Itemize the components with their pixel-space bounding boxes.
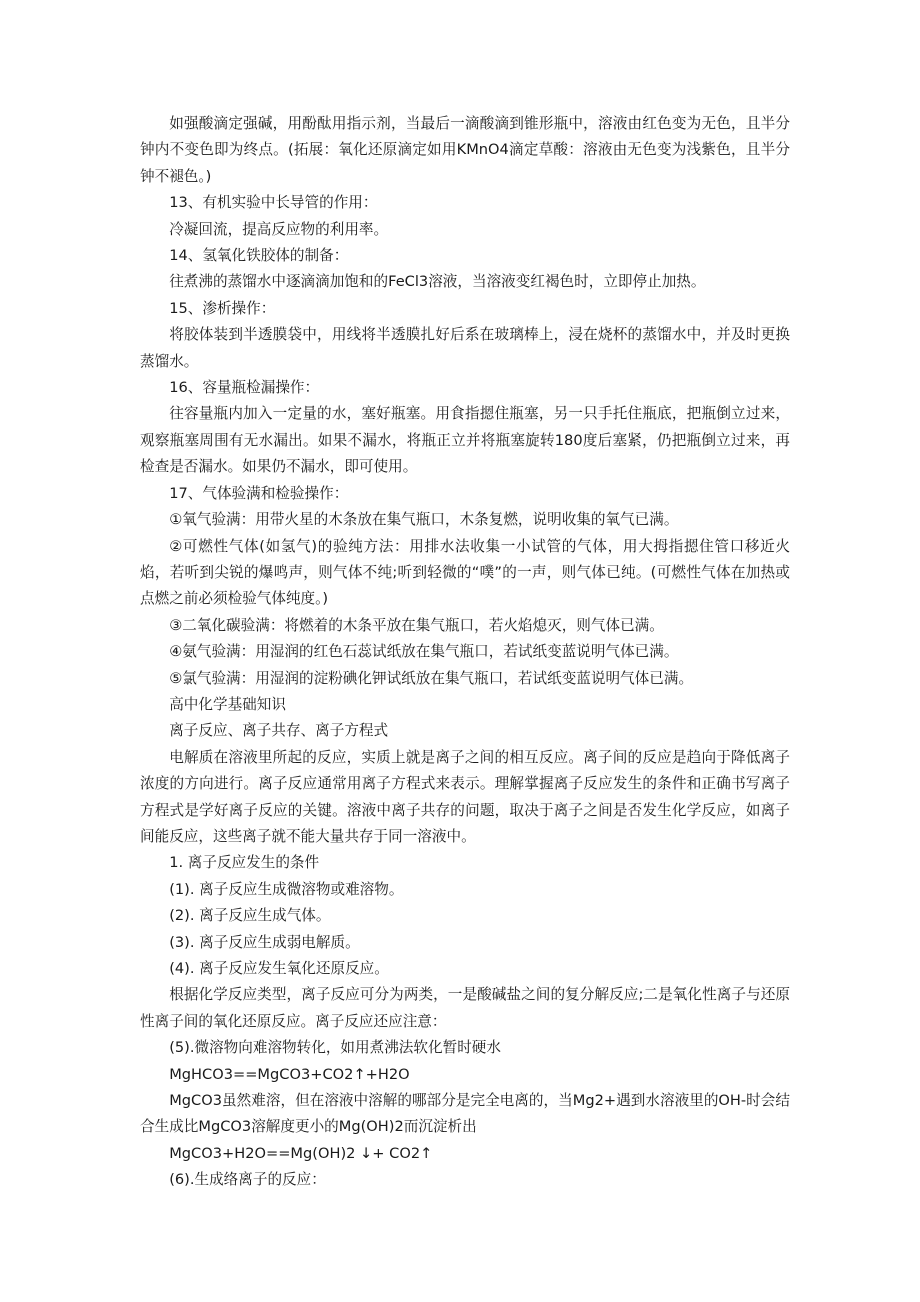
paragraph: ①氧气验满：用带火星的木条放在集气瓶口，木条复燃，说明收集的氧气已满。 (169, 511, 679, 529)
paragraph: (1). 离子反应生成微溶物或难溶物。 (169, 880, 404, 898)
paragraph: 根据化学反应类型，离子反应可分为两类，一是酸碱盐之间的复分解反应;二是氧化性离子与还原性离子间的氧化还原反应。离子反应还应注意： (140, 986, 790, 1030)
paragraph: 如强酸滴定强碱，用酚酞用指示剂，当最后一滴酸滴到锥形瓶中，溶液由红色变为无色，且半分钟内不变色即为终点。(拓展：氧化还原滴定如用KMnO4滴定草酸：溶液由无色变为浅紫色，且半分钟不褪色。) (140, 115, 790, 185)
paragraph: 冷凝回流，提高反应物的利用率。 (169, 220, 389, 238)
paragraph: (3). 离子反应生成弱电解质。 (169, 933, 360, 951)
paragraph: 17、气体验满和检验操作： (169, 484, 349, 502)
paragraph: 16、容量瓶检漏操作： (169, 379, 320, 397)
paragraph: ⑤氯气验满：用湿润的淀粉碘化钾试纸放在集气瓶口，若试纸变蓝说明气体已满。 (169, 669, 694, 687)
paragraph: 1. 离子反应发生的条件 (169, 854, 320, 872)
paragraph: MgHCO3==MgCO3+CO2↑+H2O (169, 1065, 410, 1083)
paragraph: 往煮沸的蒸馏水中逐滴滴加饱和的FeCl3溶液，当溶液变红褐色时，立即停止加热。 (169, 273, 706, 291)
paragraph: 13、有机实验中长导管的作用： (169, 194, 378, 212)
paragraph: (2). 离子反应生成气体。 (169, 907, 331, 925)
paragraph: 将胶体装到半透膜袋中，用线将半透膜扎好后系在玻璃棒上，浸在烧杯的蒸馏水中，并及时更换蒸馏水。 (140, 326, 790, 370)
paragraph: 离子反应、离子共存、离子方程式 (169, 722, 389, 740)
paragraph: 15、渗析操作： (169, 299, 276, 317)
paragraph: (6).生成络离子的反应： (169, 1171, 326, 1189)
paragraph: MgCO3虽然难溶，但在溶液中溶解的哪部分是完全电离的，当Mg2+遇到水溶液里的OH-时会结合生成比MgCO3溶解度更小的Mg(OH)2而沉淀析出 (140, 1092, 790, 1136)
paragraph: (5).微溶物向难溶物转化，如用煮沸法软化暂时硬水 (169, 1039, 501, 1057)
paragraph: ②可燃性气体(如氢气)的验纯方法：用排水法收集一小试管的气体，用大拇指摁住管口移近火焰，若听到尖锐的爆鸣声，则气体不纯;听到轻微的“噗”的一声，则气体已纯。(可燃性气体在加热或点燃之前必须检验气体纯度。) (140, 537, 790, 608)
paragraph: ③二氧化碳验满：将燃着的木条平放在集气瓶口，若火焰熄灭，则气体已满。 (169, 616, 664, 634)
paragraph: 往容量瓶内加入一定量的水，塞好瓶塞。用食指摁住瓶塞，另一只手托住瓶底，把瓶倒立过来，观察瓶塞周围有无水漏出。如果不漏水，将瓶正立并将瓶塞旋转180度后塞紧，仍把瓶倒立过来，再检查是否漏水。如果仍不漏水，即可使用。 (140, 405, 790, 476)
paragraph: MgCO3+H2O==Mg(OH)2 ↓+ CO2↑ (169, 1144, 433, 1162)
paragraph: 高中化学基础知识 (169, 695, 286, 713)
document-body (140, 111, 790, 1194)
paragraph: 电解质在溶液里所起的反应，实质上就是离子之间的相互反应。离子间的反应是趋向于降低离子浓度的方向进行。离子反应通常用离子方程式来表示。理解掌握离子反应发生的条件和正确书写离子方程式是学好离子反应的关键。溶液中离子共存的问题，取决于离子之间是否发生化学反应，如离子间能反应，这些离子就不能大量共存于同一溶液中。 (140, 748, 790, 845)
paragraph: 14、氢氧化铁胶体的制备： (169, 247, 349, 265)
paragraph: ④氨气验满：用湿润的红色石蕊试纸放在集气瓶口，若试纸变蓝说明气体已满。 (169, 643, 679, 661)
paragraph: (4). 离子反应发生氧化还原反应。 (169, 960, 389, 977)
